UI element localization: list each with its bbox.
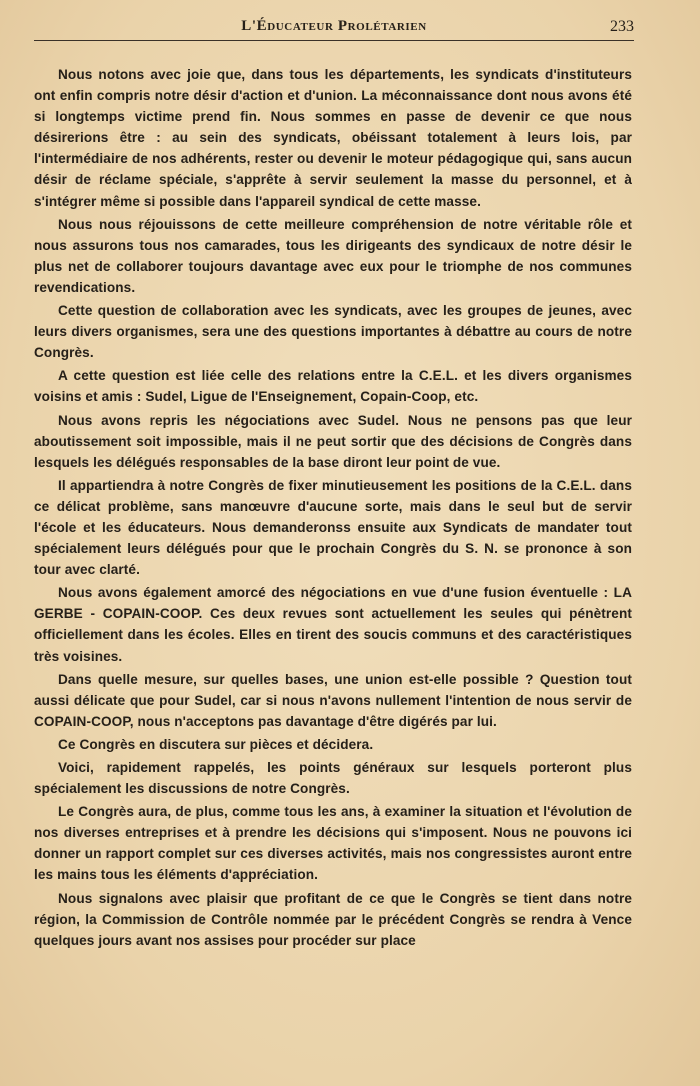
paragraph: Nous nous réjouissons de cette meilleure compréhension de notre véritable rôle et nous assurons tous nos camarades, tous les dirigeants des syndicaux de notre désir le plus net de collaborer toujours davantage avec eux pour le triomphe de nos communes revendications. <box>34 216 632 295</box>
running-title: L'Éducateur Prolétarien <box>241 18 427 34</box>
paragraph: Nous avons également amorcé des négociations en vue d'une fusion éventuelle : LA GERBE - COPAIN-COOP. Ces deux revues sont actuellement les seules qui pénètrent officiellement dans les écoles. Elles en tirent des soucis communs et des caractéristiques très voisines. <box>34 585 632 664</box>
paragraph: Voici, rapidement rappelés, les points généraux sur lesquels porteront plus spécialement les discussions de notre Congrès. <box>34 760 632 797</box>
paragraph: Cette question de collaboration avec les syndicats, avec les groupes de jeunes, avec leurs divers organismes, sera une des questions importantes à débattre au cours de notre Congrès. <box>34 303 632 361</box>
paragraph: Nous avons repris les négociations avec Sudel. Nous ne pensons pas que leur aboutissement soit impossible, mais il ne peut sortir que des décisions de Congrès dans lesquels les délégués responsables de la base diront leur point de vue. <box>34 412 632 470</box>
paragraph: Nous notons avec joie que, dans tous les départements, les syndicats d'instituteurs ont enfin compris notre désir d'action et d'union. La méconnaissance dont nous avons été si longtemps victime prend fin. Nous sommes en passe de devenir ce que nous désirerions être : au sein des syndicats, obéissant totalement à leurs lois, par l'intermédiaire de nos adhérents, rester ou devenir le moteur pédagogique qui, sans aucun désir de réclame spéciale, s'apprête à servir seulement la masse du personnel, et à s'intégrer même si possible dans l'appareil syndical de cette masse. <box>34 67 632 209</box>
paragraph: Il appartiendra à notre Congrès de fixer minutieusement les positions de la C.E.L. dans ce délicat problème, sans manœuvre d'aucune sorte, mais dans le seul but de servir l'école et les éducateurs. Nous demanderonss ensuite aux Syndicats de mandater tout spécialement leurs délégués pour que le prochain Congrès du S. N. se prononce à son tour avec clarté. <box>34 477 632 578</box>
page-number: 233 <box>610 18 634 35</box>
paragraph: Ce Congrès en discutera sur pièces et décidera. <box>58 736 374 752</box>
paragraph: Dans quelle mesure, sur quelles bases, une union est-elle possible ? Question tout aussi délicate que pour Sudel, car si nous n'avons nullement l'intention de nous servir de COPAIN-COOP, nous n'acceptons pas davantage d'être digérés par lui. <box>34 671 632 729</box>
paragraph: A cette question est liée celle des relations entre la C.E.L. et les divers organismes voisins et amis : Sudel, Ligue de l'Enseignement, Copain-Coop, etc. <box>34 368 632 405</box>
paragraph: Le Congrès aura, de plus, comme tous les ans, à examiner la situation et l'évolution de nos diverses entreprises et à prendre les décisions qui s'imposent. Nous ne pouvons ici donner un rapport complet sur ces diverses activités, mais nos congressistes auront entre les mains tous les éléments d'appréciation. <box>34 804 632 883</box>
article-body <box>34 64 632 953</box>
running-header <box>34 18 634 41</box>
paragraph: Nous signalons avec plaisir que profitant de ce que le Congrès se tient dans notre région, la Commission de Contrôle nommée par le précédent Congrès se rendra à Vence quelques jours avant nos assises pour procéder sur place <box>34 890 632 948</box>
